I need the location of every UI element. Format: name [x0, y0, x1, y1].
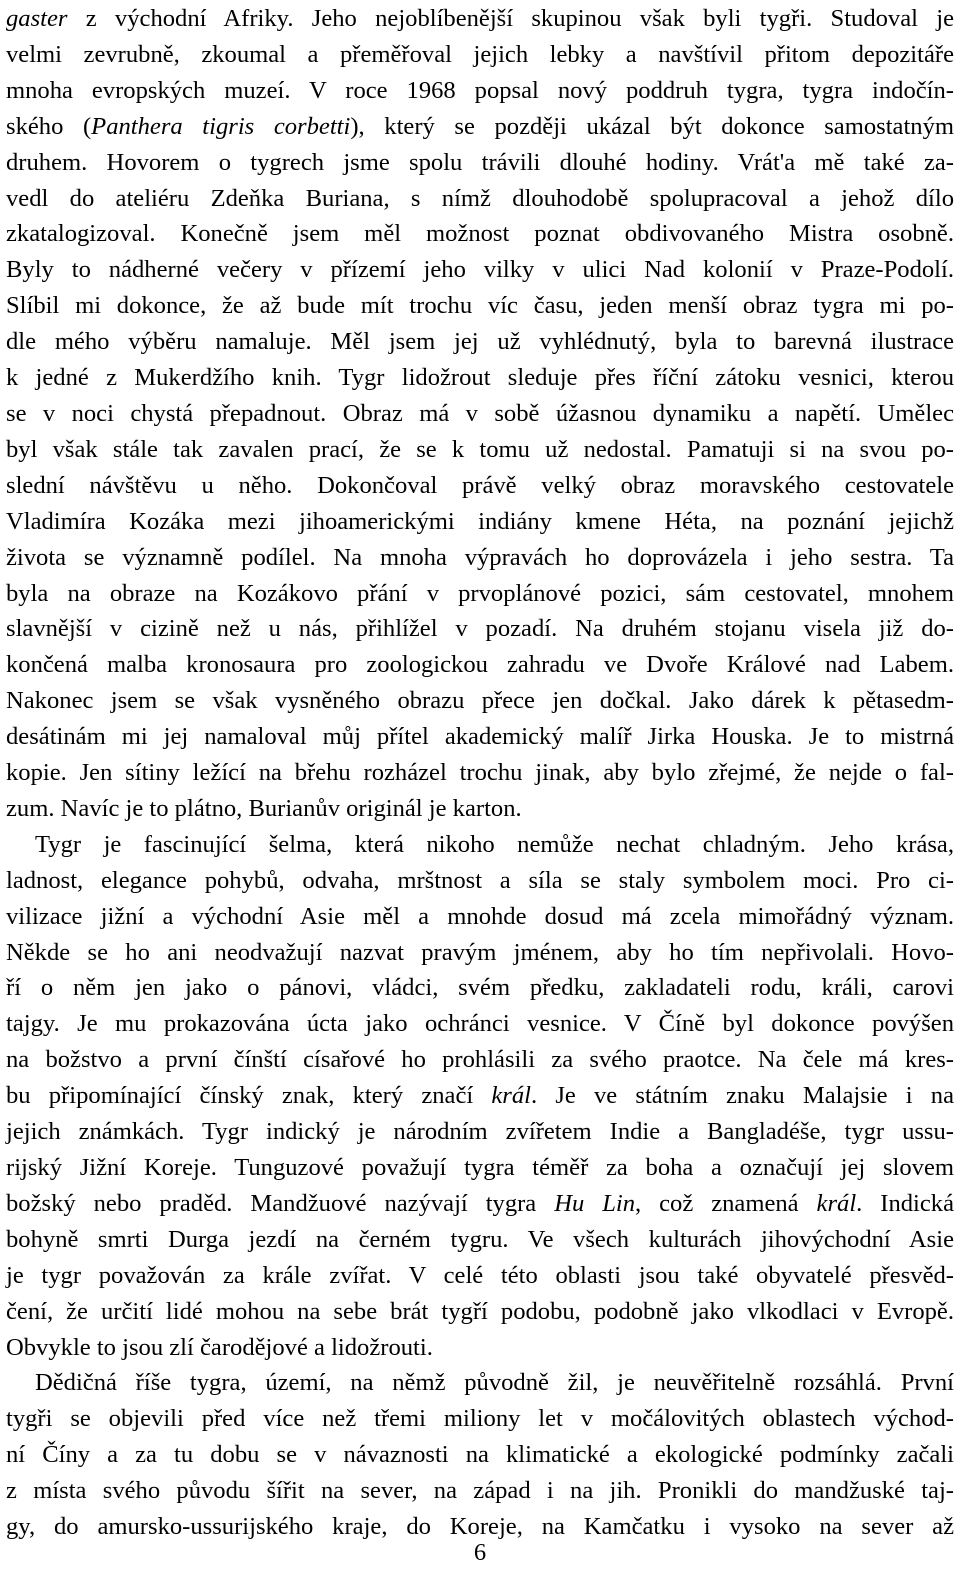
text-line	[6, 252, 954, 288]
text-line	[6, 1330, 954, 1366]
text-line	[6, 935, 954, 971]
text-run: ří o něm jen jako o pánovi, vládci, svém předku, zakladateli rodu, králi, carovi	[6, 974, 954, 1002]
text-line	[6, 1294, 954, 1330]
text-run: byla na obraze na Kozákovo přání v prvoplánové pozici, sám cestovatel, mnohem	[6, 579, 954, 607]
text-run: Obvykle to jsou zlí čarodějové a lidožrouti.	[6, 1333, 433, 1361]
text-line	[6, 1473, 954, 1509]
text-line	[6, 73, 954, 109]
text-run: jejich známkách. Tygr indický je národním zvířetem Indie a Bangladéše, tygr ussu-	[6, 1118, 954, 1146]
text-line	[6, 970, 954, 1006]
text-run: ), který se později ukázal být dokonce samostatným	[350, 112, 954, 140]
text-run: rijský Jižní Koreje. Tunguzové považují tygra téměř za boha a označují jej slovem	[6, 1154, 954, 1181]
italic-text: král	[491, 1082, 532, 1110]
text-run: byl však stále tak zavalen prací, že se k tomu už nedostal. Pamatuji si na svou po-	[6, 435, 954, 463]
italic-text: Panthera tigris corbetti	[91, 112, 351, 140]
text-run: Nakonec jsem se však vysněného obrazu přece jen dočkal. Jako dárek k pětasedm-	[6, 687, 954, 715]
text-run: mnoha evropských muzeí. V roce 1968 popsal nový poddruh tygra, tygra indočín-	[6, 76, 954, 104]
text-line	[6, 791, 954, 827]
text-line	[6, 1437, 954, 1473]
text-run: zkatalogizoval. Konečně jsem měl možnost poznat obdivovaného Mistra osobně.	[6, 220, 954, 248]
text-run: z východní Afriky. Jeho nejoblíbenější skupinou však byli tygři. Studoval je	[67, 5, 954, 32]
text-body	[6, 1, 954, 1545]
text-line	[6, 755, 954, 791]
text-run: desátinám mi jej namaloval můj přítel akademický malíř Jirka Houska. Je to mistrná	[6, 723, 954, 751]
text-line	[6, 109, 954, 145]
text-line	[6, 216, 954, 252]
text-run: tajgy. Je mu prokazována úcta jako ochránci vesnice. V Číně byl dokonce povýšen	[6, 1010, 954, 1038]
text-run: Byly to nádherné večery v přízemí jeho vilky v ulici Nad kolonií v Praze-Podolí.	[6, 256, 954, 284]
text-run: . Indická	[856, 1189, 954, 1217]
text-run: Tygr je fascinující šelma, která nikoho nemůže nechat chladným. Jeho krása,	[35, 830, 954, 858]
text-line	[6, 1, 954, 37]
text-run: Dědičná říše tygra, území, na němž původně žil, je neuvěřitelně rozsáhlá. První	[35, 1369, 954, 1397]
text-line	[6, 1150, 954, 1186]
text-run: ladnost, elegance pohybů, odvaha, mrštnost a síla se staly symbolem moci. Pro ci-	[6, 866, 954, 894]
text-run: z místa svého původu šířit na sever, na západ i na jih. Pronikli do mandžuské taj-	[6, 1477, 954, 1505]
italic-text: král	[816, 1189, 857, 1217]
text-line	[6, 432, 954, 468]
text-run: , což znamená	[635, 1189, 817, 1217]
text-line	[6, 1186, 954, 1222]
text-run: . Je ve státním znaku Malajsie i na	[531, 1082, 954, 1110]
italic-text: gaster	[6, 5, 68, 32]
text-run: slední návštěvu u něho. Dokončoval právě velký obraz moravského cestovatele	[6, 471, 954, 499]
page-number: 6	[473, 1539, 487, 1566]
text-line	[6, 1114, 954, 1150]
text-line	[6, 324, 954, 360]
text-run: velmi zevrubně, zkoumal a přeměřoval jejich lebky a navštívil přitom depozitáře	[6, 40, 954, 68]
text-line	[6, 37, 954, 73]
text-line	[6, 504, 954, 540]
text-line	[6, 611, 954, 647]
text-run: na božstvo a první čínští císařové ho prohlásili za svého praotce. Na čele má kres-	[6, 1046, 954, 1074]
text-line	[6, 1222, 954, 1258]
text-line	[6, 719, 954, 755]
text-line	[6, 181, 954, 217]
text-line	[6, 1006, 954, 1042]
text-line	[6, 540, 954, 576]
text-line	[6, 647, 954, 683]
text-line	[6, 863, 954, 899]
text-line	[6, 288, 954, 324]
text-line	[6, 827, 954, 863]
text-run: Někde se ho ani neodvažují nazvat pravým jménem, aby ho tím nepřivolali. Hovo-	[6, 938, 954, 966]
text-line	[6, 683, 954, 719]
text-run: vedl do ateliéru Zdeňka Buriana, s nímž dlouhodobě spolupracoval a jehož dílo	[6, 184, 954, 212]
text-line	[6, 396, 954, 432]
text-run: tygři se objevili před více než třemi miliony let v močálovitých oblastech východ-	[6, 1405, 954, 1433]
text-line	[6, 1042, 954, 1078]
text-line	[6, 1365, 954, 1401]
text-line	[6, 899, 954, 935]
paragraph	[6, 1, 954, 827]
text-run: zum. Navíc je to plátno, Burianův originál je karton.	[6, 794, 522, 822]
text-run: ní Číny a za tu dobu se v návaznosti na klimatické a ekologické podmínky začali	[6, 1441, 954, 1469]
text-run: bohyně smrti Durga jezdí na černém tygru. Ve všech kulturách jihovýchodní Asie	[6, 1225, 954, 1253]
text-run: života se významně podílel. Na mnoha výpravách ho doprovázela i jeho sestra. Ta	[6, 543, 954, 571]
text-line	[6, 360, 954, 396]
text-run: k jedné z Mukerdžího knih. Tygr lidožrout sleduje přes říční zátoku vesnici, kterou	[6, 364, 954, 392]
italic-text: Hu Lin	[554, 1189, 636, 1217]
text-run: ského (	[6, 112, 92, 140]
text-run: končená malba kronosaura pro zoologickou zahradu ve Dvoře Králové nad Labem.	[6, 651, 954, 679]
text-run: kopie. Jen sítiny ležící na břehu rozházel trochu jinak, aby bylo zřejmé, že nejde o fal-	[6, 759, 954, 787]
text-run: bu připomínající čínský znak, který značí	[6, 1082, 492, 1110]
text-run: čení, že určití lidé mohou na sebe brát tygří podobu, podobně jako vlkodlaci v Evropě.	[6, 1297, 954, 1325]
document-page	[6, 1, 954, 1545]
text-run: gy, do amursko-ussurijského kraje, do Koreje, na Kamčatku i vysoko na sever až	[6, 1513, 954, 1541]
text-run: Slíbil mi dokonce, že až bude mít trochu víc času, jeden menší obraz tygra mi po-	[6, 292, 954, 320]
paragraph	[6, 1365, 954, 1545]
text-run: slavnější v cizině než u nás, přihlížel v pozadí. Na druhém stojanu visela již do-	[6, 615, 954, 643]
text-line	[6, 1258, 954, 1294]
text-run: vilizace jižní a východní Asie měl a mnohde dosud má zcela mimořádný význam.	[6, 902, 954, 930]
text-run: se v noci chystá přepadnout. Obraz má v sobě úžasnou dynamiku a napětí. Umělec	[6, 399, 954, 427]
text-line	[6, 1078, 954, 1114]
text-line	[6, 145, 954, 181]
text-line	[6, 468, 954, 504]
text-run: božský nebo praděd. Mandžuové nazývají tygra	[6, 1189, 555, 1217]
text-run: je tygr považován za krále zvířat. V celé této oblasti jsou také obyvatelé přesvěd-	[6, 1261, 954, 1289]
text-line	[6, 576, 954, 612]
paragraph	[6, 827, 954, 1366]
text-line	[6, 1401, 954, 1437]
text-run: dle mého výběru namaluje. Měl jsem jej už vyhlédnutý, byla to barevná ilustrace	[6, 328, 954, 356]
text-run: Vladimíra Kozáka mezi jihoamerickými indiány kmene Héta, na poznání jejichž	[6, 507, 954, 535]
text-run: druhem. Hovorem o tygrech jsme spolu trávili dlouhé hodiny. Vrát'a mě také za-	[6, 148, 954, 176]
